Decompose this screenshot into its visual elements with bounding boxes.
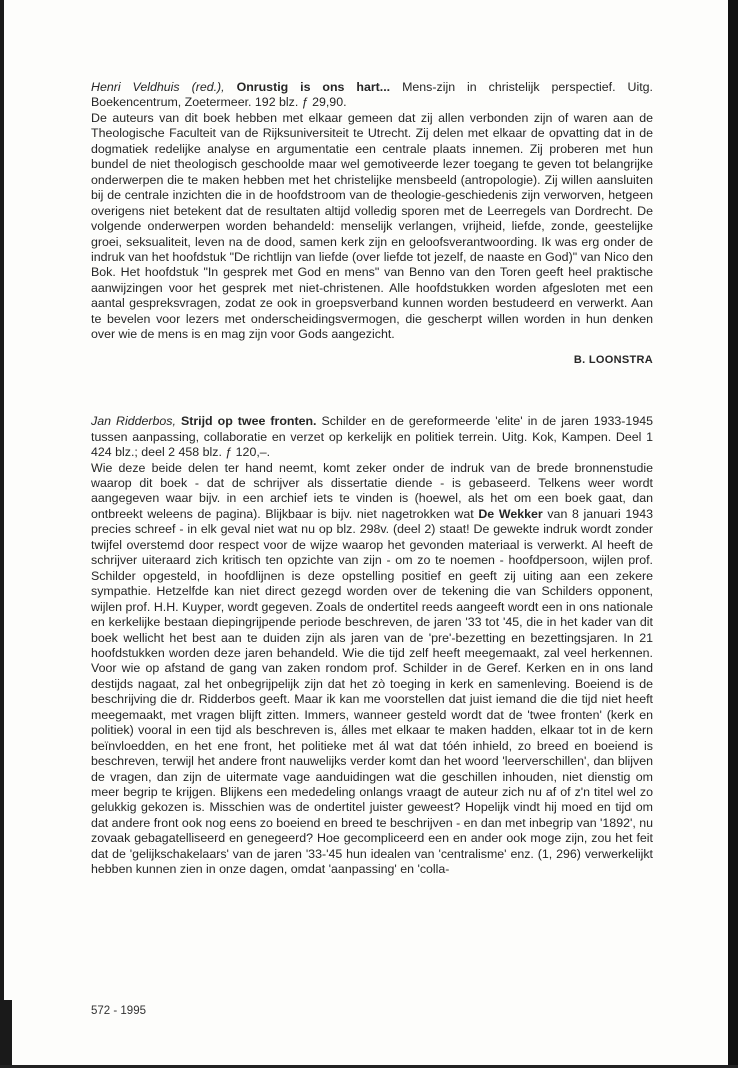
scan-edge-left	[0, 0, 4, 1068]
page-number: 572 - 1995	[91, 1005, 146, 1017]
page-content	[91, 80, 653, 878]
review-title: Strijd op twee fronten.	[180, 414, 317, 429]
review-publication-info: Mens-zijn in christelijk perspectief. Uitg. Boekencentrum, Zoetermeer. 192 blz. ƒ 29,90.	[91, 80, 653, 110]
review-ridderbos	[91, 414, 653, 878]
scan-edge-left-bottom	[0, 1000, 12, 1068]
scan-edge-right	[728, 0, 738, 1068]
review-body-part-a: Wie deze beide delen ter hand neemt, komt zeker onder de indruk van de brede bronnenstudie waarop dit boek - dat de schrijver als dissertatie diende - is gebaseerd. Telkens weer wordt aangegeven waar bijv. in een archief iets te vinden is (hoewel, als het om een boek gaat, dan ontbreekt weleens de pagina). Blijkbaar is bijv. niet nagetrokken wat	[91, 460, 653, 521]
review-body-part-b: van 8 januari 1943 precies schreef - in elk geval niet wat nu op blz. 298v. (deel 2) staat! De gewekte indruk wordt zonder twijfel overstemd door respect voor de wijze waarop het gevonden materiaal is verwerkt. Al heeft de schrijver uiteraard zich kritisch ten opzichte van zijn - om zo te noemen - hoofdpersoon, wijlen prof. Schilder opgesteld, in hoofdlijnen is deze opstelling positief en geeft zij uiting aan een zekere sympathie. Hetzelfde kan niet direct gezegd worden over de tekening die van Schilders opponent, wijlen prof. H.H. Kuyper, wordt gegeven. Zoals de ondertitel reeds aangeeft wordt een in ons nationale en kerkelijke bestaan diepingrijpende periode beschreven, de jaren '33 tot '45, die in het kader van dit boek wellicht het best aan te duiden zijn als jaren van de 'pre'-bezetting en bezettingsjaren. In 21 hoofdstukken worden deze jaren behandeld. Wie die tijd zelf heeft meegemaakt, zal veel herkennen. Voor wie op afstand de gang van zaken rondom prof. Schilder in de Geref. Kerken en in ons land destijds nagaat, zal het onbegrijpelijk zijn dat het zò toeging in kerk en samenleving. Boeiend is de beschrijving die dr. Ridderbos geeft. Maar ik kan me voorstellen dat juist iemand die die tijd niet heeft meegemaakt, met vragen blijft zitten. Immers, wanneer gesteld wordt dat de 'twee fronten' (kerk en politiek) vooral in een tijd als beschreven is, álles met elkaar te maken hadden, elkaar tot in de kern beïnvloedden, en het ene front, het politieke met ál wat dat tóén inhield, zo breed en boeiend is beschreven, terwijl het andere front nauwelijks verder komt dan het woord 'leerverschillen', dan blijven de vragen, dan zijn de uitermate vage aanduidingen wat die geschillen inhouden, niet dienstig om meer begrip te krijgen. Blijkens een mededeling onlangs vraagt de auteur zich nu af of z'n titel wel zo gelukkig gekozen is. Misschien was de ondertitel juister geweest? Hopelijk vindt hij moed en tijd om dat andere front ook nog eens zo boeiend en breed te beschrijven - en dan met inbegrip van '1892', nu zovaak gebagatelliseerd en genegeerd? Hoe gecompliceerd een en ander ook moge zijn, zou het feit dat de 'gelijkschakelaars' van de jaren '33-'45 hun idealen van 'centralisme' enz. (1, 296) verwerkelijkt hebben kunnen zien in onze dagen, omdat 'aanpassing' en 'colla-	[91, 506, 654, 877]
review-signature: B. LOONSTRA	[573, 353, 653, 366]
review-veldhuis	[91, 80, 653, 368]
review-publication-info: Schilder en de gereformeerde 'elite' in de jaren 1933-1945 tussen aanpassing, collaboratie en verzet op kerkelijk en politiek terrein. Uitg. Kok, Kampen. Deel 1 424 blz.; deel 2 458 blz. ƒ 120,–.	[91, 414, 654, 460]
review-title: Onrustig is ons hart...	[236, 80, 391, 94]
review-body: De auteurs van dit boek hebben met elkaar gemeen dat zij allen verbonden zijn of waren aan de Theologische Faculteit van de Rijksuniversiteit te Utrecht. Zij delen met elkaar de opvatting dat in de dogmatiek redelijke analyse en argumentatie een centrale plaats innemen. Zij proberen met hun bundel de niet theologisch geschoolde maar wel gemotiveerde lezer toegang te geven tot belangrijke onderwerpen die te maken hebben met het christelijke mensbeeld (antropologie). Zij willen aansluiten bij de centrale inzichten die in de hoofdstroom van de theologie-geschiedenis zijn verworven, hetgeen overigens niet betekent dat de resultaten altijd volledig sporen met de Leerregels van Dordrecht. De volgende onderwerpen worden behandeld: menselijk verlangen, vrijheid, liefde, zonde, geestelijke groei, seksualiteit, leven na de dood, samen kerk zijn en geloofsverantwoording. Ik was erg onder de indruk van het hoofdstuk "De richtlijn van liefde (over liefde tot jezelf, de naaste en God)" van Nico den Bok. Het hoofdstuk "In gesprek met God en mens" van Benno van den Toren geeft heel praktische aanwijzingen voor het gesprek met niet-christenen. Alle hoofdstukken worden afgesloten met een aantal gespreksvragen, zodat ze ook in groepsverband kunnen worden bestudeerd en verwerkt. Aan te bevelen voor lezers met onderscheidingsvermogen, die gescherpt willen worden in hun denken over wie de mens is en mag zijn voor Gods aangezicht.	[91, 110, 653, 342]
review-author: Jan Ridderbos,	[91, 414, 176, 429]
review-body	[91, 461, 653, 878]
review-heading	[91, 80, 653, 111]
review-heading	[91, 414, 653, 460]
magazine-name: De Wekker	[478, 506, 543, 521]
review-author: Henri Veldhuis (red.),	[91, 80, 225, 94]
